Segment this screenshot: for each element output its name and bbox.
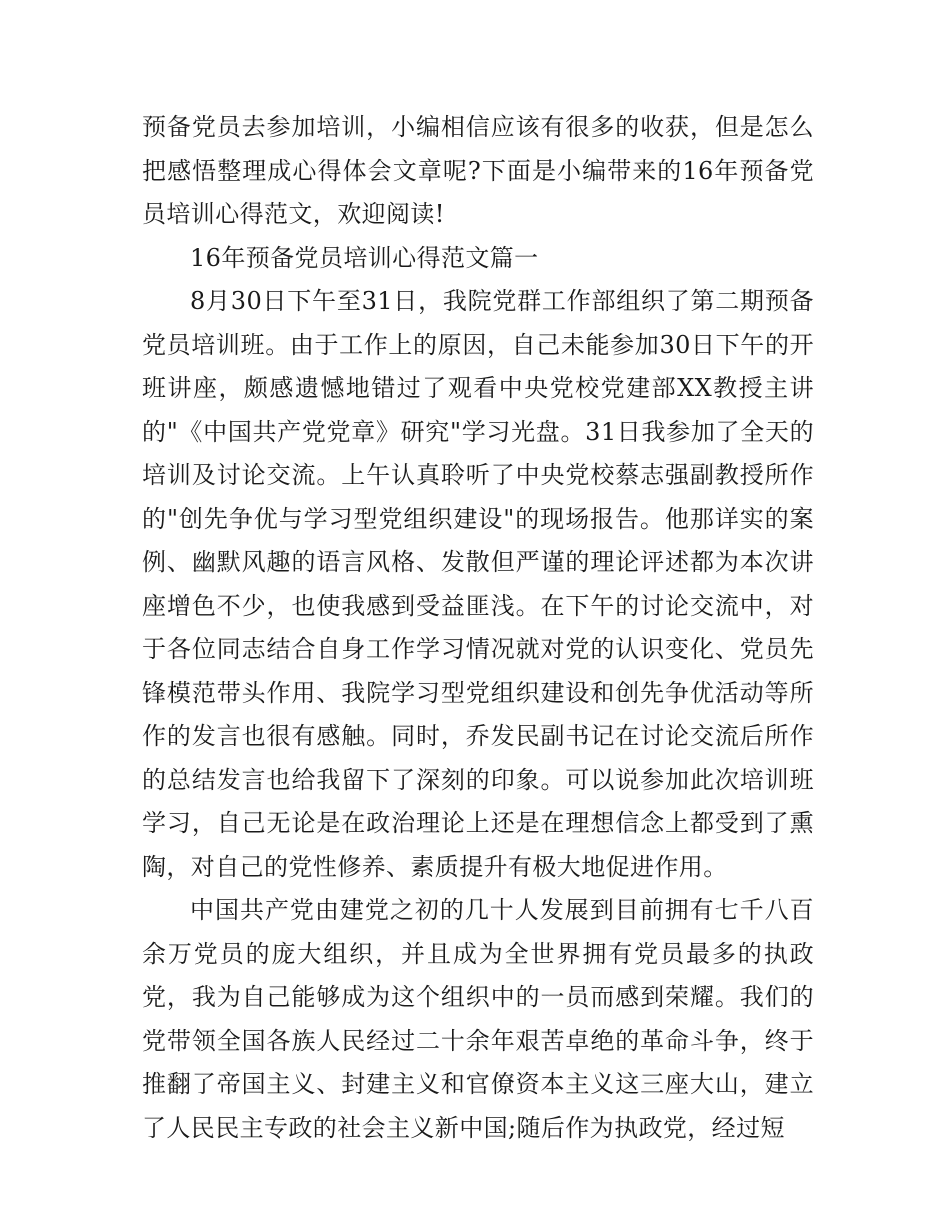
body-paragraph-1: 8月30日下午至31日，我院党群工作部组织了第二期预备党员培训班。由于工作上的原因，自己未能参加30日下午的开班讲座，颇感遗憾地错过了观看中央党校党建部XX教授主讲的"《中国共产党党章》研究"学习光盘。31日我参加了全天的培训及讨论交流。上午认真聆听了中央党校蔡志强副教授所作的"创先争优与学习型党组织建设"的现场报告。他那详实的案例、幽默风趣的语言风格、发散但严谨的理论评述都为本次讲座增色不少，也使我感到受益匪浅。在下午的讨论交流中，对于各位同志结合自身工作学习情况就对党的认识变化、党员先锋模范带头作用、我院学习型党组织建设和创先争优活动等所作的发言也很有感触。同时，乔发民副书记在讨论交流后所作的总结发言也给我留下了深刻的印象。可以说参加此次培训班学习，自己无论是在政治理论上还是在理想信念上都受到了熏陶，对自己的党性修养、素质提升有极大地促进作用。 — [142, 287, 814, 881]
section-heading: 16年预备党员培训心得范文篇一 — [190, 243, 539, 272]
intro-paragraph: 预备党员去参加培训，小编相信应该有很多的收获，但是怎么把感悟整理成心得体会文章呢?下面是小编带来的16年预备党员培训心得范文，欢迎阅读! — [142, 113, 814, 228]
document-body — [142, 106, 814, 1150]
body-paragraph-2: 中国共产党由建党之初的几十人发展到目前拥有七千八百余万党员的庞大组织，并且成为全世界拥有党员最多的执政党，我为自己能够成为这个组织中的一员而感到荣耀。我们的党带领全国各族人民经过二十余年艰苦卓绝的革命斗争，终于推翻了帝国主义、封建主义和官僚资本主义这三座大山，建立了人民民主专政的社会主义新中国;随后作为执政党，经过短 — [142, 896, 814, 1142]
